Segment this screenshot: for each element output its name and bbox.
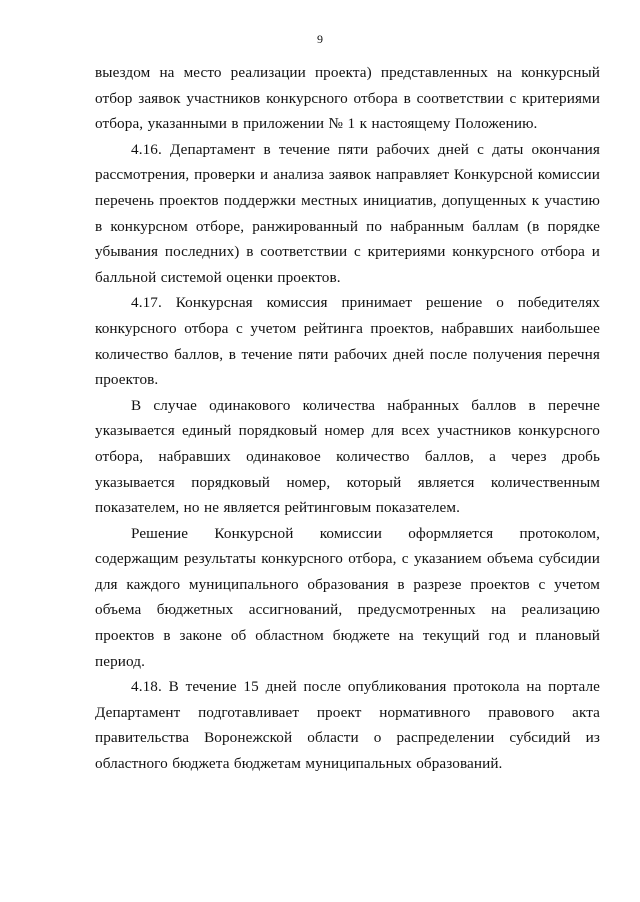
paragraph-commission-decision: Решение Конкурсной комиссии оформляется протоколом, содержащим результаты конкурсного отбора, с указанием объема субсидии для каждого муниципального образования в разрезе проектов с учетом объема бюджетных ассигнований, предусмотренных на реализацию проектов в законе об областном бюджете на текущий год и плановый период.: [95, 524, 600, 670]
page-number: 9: [317, 32, 323, 46]
paragraph-4-16: 4.16. Департамент в течение пяти рабочих дней с даты окончания рассмотрения, проверки и анализа заявок направляет Конкурсной комиссии перечень проектов поддержки местных инициатив, допущенных к участию в конкурсном отборе, ранжированный по набранным баллам (в порядке убывания последних) в соответствии с критериями конкурсного отбора и балльной системой оценки проектов.: [95, 140, 600, 286]
paragraph-4-18: 4.18. В течение 15 дней после опубликования протокола на портале Департамент подготавливает проект нормативного правового акта правительства Воронежской области о распределении субсидий из областного бюджета бюджетам муниципальных образований.: [95, 678, 600, 773]
document-body: [95, 60, 600, 777]
paragraph-4-17: 4.17. Конкурсная комиссия принимает решение о победителях конкурсного отбора с учетом рейтинга проектов, набравших наибольшее количество баллов, в течение пяти рабочих дней после получения перечня проектов.: [95, 294, 600, 389]
paragraph-equal-scores: В случае одинакового количества набранных баллов в перечне указывается единый порядковый номер для всех участников конкурсного отбора, набравших одинаковое количество баллов, а через дробь указывается порядковый номер, который является количественным показателем, но не является рейтинговым показателем.: [95, 396, 600, 517]
paragraph-continuation: выездом на место реализации проекта) представленных на конкурсный отбор заявок участников конкурсного отбора в соответствии с критериями отбора, указанными в приложении № 1 к настоящему Положению.: [95, 64, 600, 133]
